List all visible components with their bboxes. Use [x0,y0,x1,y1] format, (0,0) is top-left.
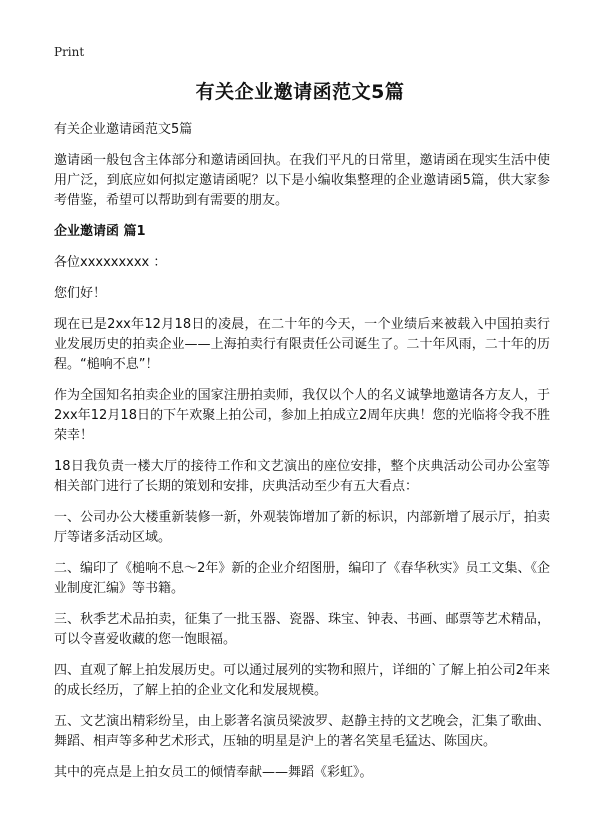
body-paragraph: 作为全国知名拍卖企业的国家注册拍卖师，我仅以个人的名义诚挚地邀请各方友人，于2xx年12月18日的下午欢聚上拍公司，参加上拍成立2周年庆典！您的光临将令我不胜荣幸！ [54,388,550,443]
salutation: 各位xxxxxxxxx ： [54,255,167,270]
body-paragraph: 18日我负责一楼大厅的接待工作和文艺演出的座位安排，整个庆典活动公司办公室等相关部门进行了长期的策划和安排，庆典活动至少有五大看点： [54,459,550,494]
body-paragraph: 一、公司办公大楼重新装修一新，外观装饰增加了新的标识，内部新增了展示厅，拍卖厅等诸多活动区域。 [54,510,550,545]
body-paragraph: 二、编印了《槌响不息～2年》新的企业介绍图册，编印了《春华秋实》员工文集、《企业制度汇编》等书籍。 [54,561,550,596]
intro-paragraph: 邀请函一般包含主体部分和邀请函回执。在我们平凡的日常里，邀请函在现实生活中使用广泛，到底应如何拟定邀请函呢？以下是小编收集整理的企业邀请函5篇，供大家参考借鉴，希望可以帮助到有需要的朋友。 [54,153,550,208]
document-body [54,120,550,794]
body-paragraph: 三、秋季艺术品拍卖，征集了一批玉器、瓷器、珠宝、钟表、书画、邮票等艺术精品，可以令喜爱收藏的您一饱眼福。 [54,612,550,647]
document-subtitle: 有关企业邀请函范文5篇 [54,122,193,137]
section-heading: 企业邀请函 篇1 [54,224,146,239]
page-title: 有关企业邀请函范文5篇 [195,81,405,103]
print-link[interactable]: Print [54,45,85,59]
greeting: 您们好！ [54,286,107,301]
body-paragraph: 现在已是2xx年12月18日的凌晨，在二十年的今天，一个业绩后来被载入中国拍卖行业发展历史的拍卖企业——上海拍卖行有限责任公司诞生了。二十年风雨，二十年的历程。“槌响不息”！ [54,317,550,372]
body-paragraph: 其中的亮点是上拍女员工的倾情奉献——舞蹈《彩虹》。 [54,765,373,780]
body-paragraph: 四、直观了解上拍发展历史。可以通过展列的实物和照片，详细的`了解上拍公司2年来的成长经历，了解上拍的企业文化和发展规模。 [54,663,550,698]
body-paragraph: 五、文艺演出精彩纷呈，由上影著名演员梁波罗、赵静主持的文艺晚会，汇集了歌曲、舞蹈、相声等多种艺术形式，压轴的明星是沪上的著名笑星毛猛达、陈国庆。 [54,714,550,749]
